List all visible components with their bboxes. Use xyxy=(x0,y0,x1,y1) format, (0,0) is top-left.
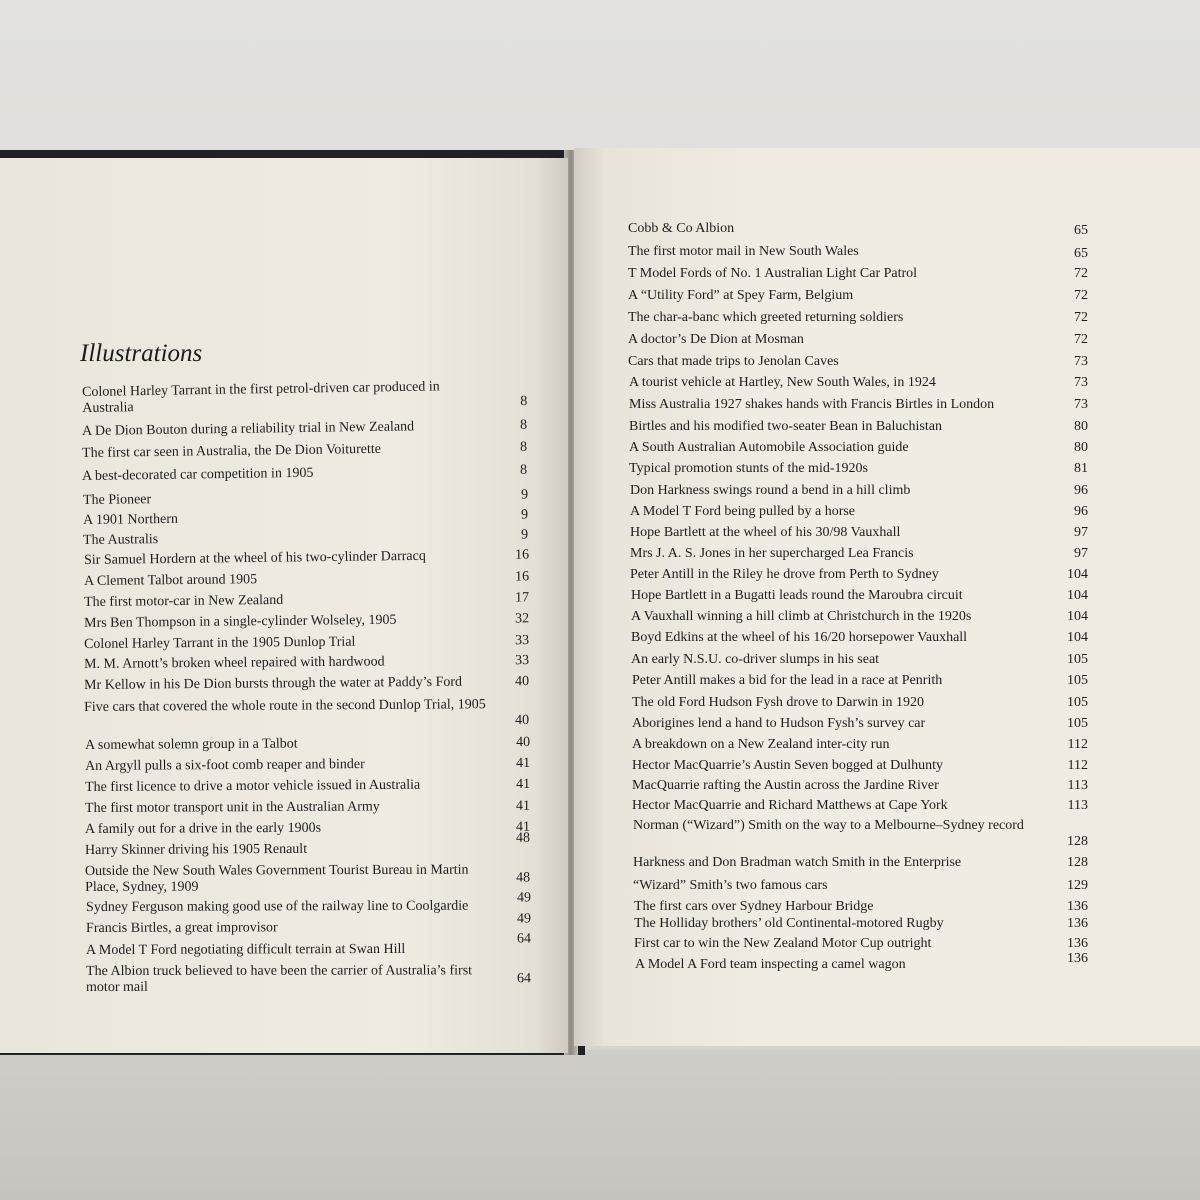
list-item: Peter Antill makes a bid for the lead in a race at Penrith 105 xyxy=(632,673,1088,688)
table-surface xyxy=(0,1050,1200,1200)
list-item: A 1901 Northern 9 xyxy=(83,507,529,528)
list-item: Mrs J. A. S. Jones in her supercharged Lea Francis 97 xyxy=(630,546,1088,561)
list-item: Mr Kellow in his De Dion bursts through the water at Paddy’s Ford 40 xyxy=(84,674,530,693)
list-item: Norman (“Wizard”) Smith on the way to a Melbourne–Sydney record 128 xyxy=(633,818,1088,849)
list-item: Harkness and Don Bradman watch Smith in the Enterprise 128 xyxy=(633,855,1088,870)
list-item: Miss Australia 1927 shakes hands with Francis Birtles in London 73 xyxy=(629,397,1088,412)
list-item: Sir Samuel Hordern at the wheel of his two-cylinder Darracq 16 xyxy=(84,547,530,568)
list-item: A “Utility Ford” at Spey Farm, Belgium 72 xyxy=(628,288,1088,303)
list-item: Francis Birtles, a great improvisor 49 xyxy=(86,911,532,936)
list-item: Boyd Edkins at the wheel of his 16/20 horsepower Vauxhall 104 xyxy=(631,630,1088,645)
illustrations-heading: Illustrations xyxy=(80,340,203,367)
list-item: Birtles and his modified two-seater Bean in Baluchistan 80 xyxy=(629,419,1088,434)
list-item: A doctor’s De Dion at Mosman 72 xyxy=(628,332,1088,347)
list-item: MacQuarrie rafting the Austin across the Jardine River 113 xyxy=(632,778,1088,793)
list-item: “Wizard” Smith’s two famous cars 129 xyxy=(633,878,1088,893)
list-item: A Model T Ford being pulled by a horse 96 xyxy=(630,504,1088,519)
list-item: M. M. Arnott’s broken wheel repaired with hardwood 33 xyxy=(84,653,530,672)
list-item: A South Australian Automobile Association guide 80 xyxy=(629,440,1088,455)
list-item: A tourist vehicle at Hartley, New South Wales, in 1924 73 xyxy=(629,375,1088,390)
list-item: The Holliday brothers’ old Continental-motored Rugby 136 xyxy=(634,916,1088,931)
list-item: A Model T Ford negotiating difficult terrain at Swan Hill 64 xyxy=(86,931,532,958)
list-item: Hector MacQuarrie’s Austin Seven bogged at Dulhunty 112 xyxy=(632,758,1088,773)
list-item: The first car seen in Australia, the De Dion Voiturette 8 xyxy=(82,439,528,461)
list-item: Cars that made trips to Jenolan Caves 73 xyxy=(628,354,1088,369)
list-item: An early N.S.U. co-driver slumps in his seat 105 xyxy=(631,652,1088,667)
list-item: The char-a-banc which greeted returning soldiers 72 xyxy=(628,310,1088,325)
list-item: Sydney Ferguson making good use of the railway line to Coolgardie 49 xyxy=(86,890,532,915)
list-item: Harry Skinner driving his 1905 Renault 48 xyxy=(85,830,531,858)
list-item: The Pioneer 9 xyxy=(83,487,529,508)
list-item: The Albion truck believed to have been the carrier of Australia’s first motor mail 64 xyxy=(86,963,532,995)
list-item: An Argyll pulls a six-foot comb reaper and binder 41 xyxy=(85,755,531,774)
list-item: A Vauxhall winning a hill climb at Christchurch in the 1920s 104 xyxy=(631,609,1088,624)
list-item: Five cars that covered the whole route in the second Dunlop Trial, 1905 40 xyxy=(84,697,530,728)
list-item: Peter Antill in the Riley he drove from Perth to Sydney 104 xyxy=(630,567,1088,582)
list-item: The first licence to drive a motor vehicle issued in Australia 41 xyxy=(85,776,531,795)
list-item: Colonel Harley Tarrant in the first petrol-driven car produced in Australia 8 xyxy=(82,379,528,416)
list-item: First car to win the New Zealand Motor Cup outright 136 xyxy=(634,936,1088,951)
list-item: Hope Bartlett at the wheel of his 30/98 Vauxhall 97 xyxy=(630,525,1088,540)
list-item: Typical promotion stunts of the mid-1920s 81 xyxy=(629,461,1088,476)
list-item: The first motor mail in New South Wales 65 xyxy=(628,244,1088,261)
list-item: T Model Fords of No. 1 Australian Light Car Patrol 72 xyxy=(628,266,1088,281)
list-item: A breakdown on a New Zealand inter-city run 112 xyxy=(632,737,1088,752)
list-item: Colonel Harley Tarrant in the 1905 Dunlop Trial 33 xyxy=(84,633,530,652)
list-item: A best-decorated car competition in 1905 8 xyxy=(82,462,528,484)
list-item: The first motor transport unit in the Australian Army 41 xyxy=(85,798,531,816)
list-item: The first motor-car in New Zealand 17 xyxy=(84,590,530,610)
list-item: Hector MacQuarrie and Richard Matthews at Cape York 113 xyxy=(632,798,1088,813)
list-item: Hope Bartlett in a Bugatti leads round the Maroubra circuit 104 xyxy=(631,588,1088,603)
list-item: The Australis 9 xyxy=(83,527,529,548)
list-item: Cobb & Co Albion 65 xyxy=(628,221,1088,238)
list-item: A Clement Talbot around 1905 16 xyxy=(84,569,530,589)
list-item: A De Dion Bouton during a reliability trial in New Zealand 8 xyxy=(82,417,528,439)
list-item: The first cars over Sydney Harbour Bridge 136 xyxy=(634,899,1088,914)
list-item: Outside the New South Wales Government Tourist Bureau in Martin Place, Sydney, 1909 48 xyxy=(85,862,531,895)
list-item: The old Ford Hudson Fysh drove to Darwin in 1920 105 xyxy=(632,695,1088,710)
list-item: A Model A Ford team inspecting a camel wagon 136 xyxy=(635,951,1088,972)
list-item: Aborigines lend a hand to Hudson Fysh’s survey car 105 xyxy=(632,716,1088,731)
list-item: Mrs Ben Thompson in a single-cylinder Wolseley, 1905 32 xyxy=(84,611,530,631)
list-item: A somewhat solemn group in a Talbot 40 xyxy=(85,734,531,753)
list-item: Don Harkness swings round a bend in a hill climb 96 xyxy=(630,483,1088,498)
list-item: A family out for a drive in the early 1900s 41 xyxy=(85,819,531,837)
